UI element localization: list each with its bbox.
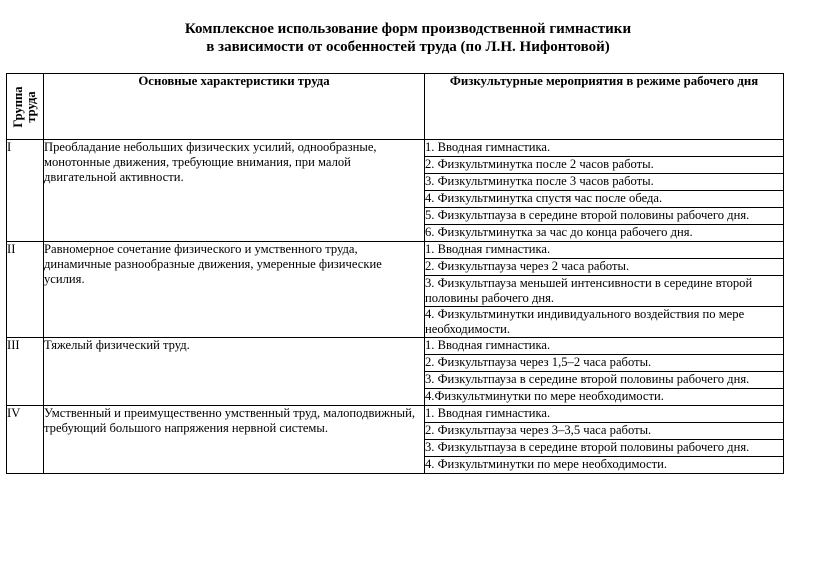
header-group xyxy=(7,74,44,140)
header-row xyxy=(7,74,784,140)
activity-item: 3. Физкультпауза в середине второй половины рабочего дня. xyxy=(425,372,784,389)
activity-item: 5. Физкультпауза в середине второй половины рабочего дня. xyxy=(425,208,784,225)
activity-item: 4. Физкультминутки индивидуального воздействия по мере необходимости. xyxy=(425,307,784,338)
activity-item: 2. Физкультминутка после 2 часов работы. xyxy=(425,157,784,174)
activity-item: 1. Вводная гимнастика. xyxy=(425,406,784,423)
group-id: I xyxy=(7,140,44,242)
group-id: III xyxy=(7,338,44,406)
activity-item: 1. Вводная гимнастика. xyxy=(425,140,784,157)
header-activities: Физкультурные мероприятия в режиме рабочего дня xyxy=(425,74,784,140)
activity-item: 2. Физкультпауза через 2 часа работы. xyxy=(425,259,784,276)
activity-item: 2. Физкультпауза через 1,5–2 часа работы. xyxy=(425,355,784,372)
group-characteristics: Тяжелый физический труд. xyxy=(44,338,425,406)
activity-item: 1. Вводная гимнастика. xyxy=(425,242,784,259)
activity-item: 1. Вводная гимнастика. xyxy=(425,338,784,355)
header-group-line-2: труда xyxy=(24,90,38,123)
table-row xyxy=(7,338,784,355)
table-row xyxy=(7,242,784,259)
title-line-1: Комплексное использование форм производственной гимнастики xyxy=(184,21,632,37)
activity-item: 2. Физкультпауза через 3–3,5 часа работы. xyxy=(425,423,784,440)
group-characteristics: Преобладание небольших физических усилий, однообразные, монотонные движения, требующие внимания, при малой двигательной активности. xyxy=(44,140,425,242)
activity-item: 4. Физкультминутки по мере необходимости. xyxy=(425,457,784,474)
group-characteristics: Умственный и преимущественно умственный труд, малоподвижный, требующий большого напряжения нервной системы. xyxy=(44,406,425,474)
gymnastics-table xyxy=(6,73,784,474)
group-id: II xyxy=(7,242,44,338)
table-row xyxy=(7,406,784,423)
group-id: IV xyxy=(7,406,44,474)
header-group-line-1: Группа xyxy=(11,85,25,128)
activity-item: 3. Физкультпауза меньшей интенсивности в середине второй половины рабочего дня. xyxy=(425,276,784,307)
activity-item: 4. Физкультминутка спустя час после обеда. xyxy=(425,191,784,208)
activity-item: 3. Физкультпауза в середине второй половины рабочего дня. xyxy=(425,440,784,457)
activity-item: 4.Физкультминутки по мере необходимости. xyxy=(425,389,784,406)
table-row xyxy=(7,140,784,157)
activity-item: 6. Физкультминутка за час до конца рабочего дня. xyxy=(425,225,784,242)
title-line-2: в зависимости от особенностей труда (по Л.Н. Нифонтовой) xyxy=(206,39,610,55)
header-characteristics: Основные характеристики труда xyxy=(44,74,425,140)
document-title xyxy=(0,20,816,56)
activity-item: 3. Физкультминутка после 3 часов работы. xyxy=(425,174,784,191)
group-characteristics: Равномерное сочетание физического и умственного труда, динамичные разнообразные движения, умеренные физические усилия. xyxy=(44,242,425,338)
